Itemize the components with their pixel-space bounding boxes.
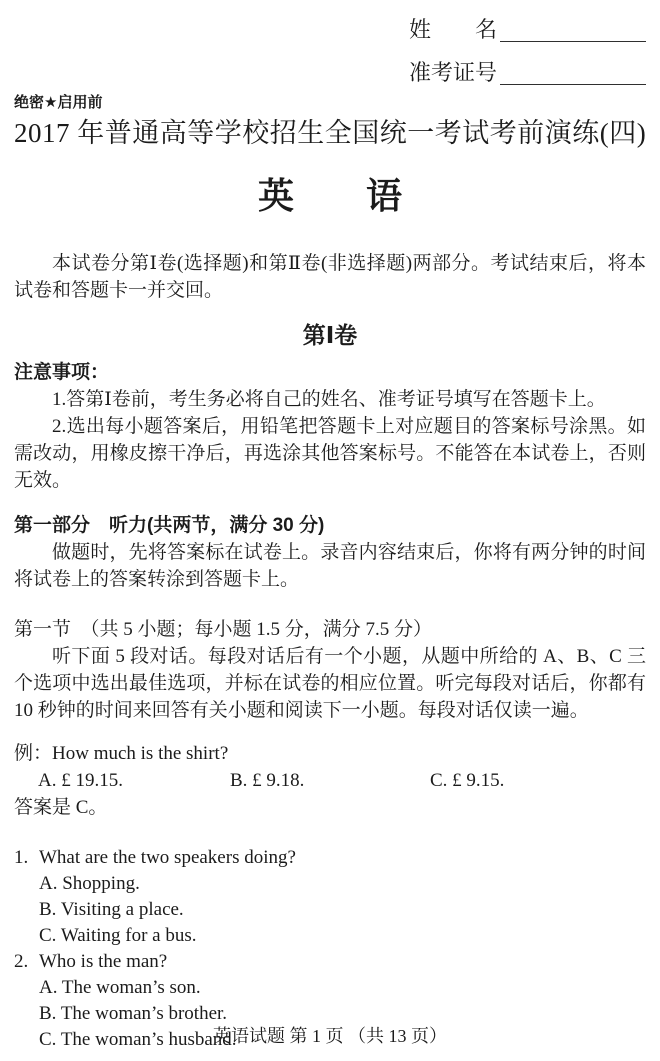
- name-fill-line: [500, 18, 646, 42]
- question-1-text-row: [14, 845, 646, 871]
- admission-label: 准考证号: [408, 59, 497, 85]
- question-2-number: 2.: [14, 951, 29, 972]
- listening-subsection-note: 听下面 5 段对话。每段对话后有一个小题，从题中所给的 A、B、C 三个选项中选出最佳选项，并标在试卷的相应位置。听完每段对话后，你都有 10 秒钟的时间来回答有关小题和阅读下一小题。每段对话仅读一遍。: [14, 646, 646, 721]
- paper-structure-note: 本试卷分第Ⅰ卷(选择题)和第Ⅱ卷(非选择题)两部分。考试结束后，将本试卷和答题卡一并交回。: [14, 253, 646, 301]
- question-1-number: 1.: [14, 847, 29, 868]
- question-1-option-a: A. Shopping.: [39, 873, 140, 894]
- example-options-row: [14, 767, 646, 794]
- example-option-a: A. £ 19.15.: [38, 770, 123, 791]
- question-2-option-b: B. The woman’s brother.: [39, 1003, 228, 1024]
- listening-section-heading: 第一部分 听力(共两节，满分 30 分): [14, 515, 325, 536]
- example-option-c: C. £ 9.15.: [430, 770, 505, 791]
- question-1-text: What are the two speakers doing?: [39, 847, 296, 868]
- notes-heading: 注意事项：: [14, 362, 110, 383]
- question-1-option-b: B. Visiting a place.: [39, 899, 184, 920]
- name-field-row: [14, 12, 646, 42]
- example-prompt: 例：How much is the shirt?: [14, 743, 229, 764]
- example-option-b: B. £ 9.18.: [230, 770, 305, 791]
- example-question-block: [14, 740, 646, 821]
- page-footer: 英语试题 第 1 页 （共 13 页）: [213, 1026, 447, 1046]
- volume-1-heading: 第Ⅰ卷: [302, 322, 358, 348]
- listening-subsection-heading: 第一节 （共 5 小题；每小题 1.5 分，满分 7.5 分）: [14, 619, 433, 640]
- listening-section-note: 做题时，先将答案标在试卷上。录音内容结束后，你将有两分钟的时间将试卷上的答案转涂到答题卡上。: [14, 542, 646, 590]
- question-2-option-a: A. The woman’s son.: [39, 977, 201, 998]
- question-1-option-c: C. Waiting for a bus.: [39, 925, 197, 946]
- question-2-text-row: [14, 949, 646, 975]
- note-item-1: 1.答第Ⅰ卷前，考生务必将自己的姓名、准考证号填写在答题卡上。: [52, 389, 606, 410]
- exam-title: 2017 年普通高等学校招生全国统一考试考前演练(四): [14, 118, 647, 148]
- admission-fill-line: [500, 61, 646, 85]
- question-1: [14, 845, 646, 949]
- admission-field-row: [14, 55, 646, 85]
- secret-notice: 绝密★启用前: [14, 94, 103, 111]
- example-answer-note: 答案是 C。: [14, 797, 108, 818]
- question-2-option-c: C. The woman’s husband.: [39, 1029, 237, 1050]
- subject-title: 英 语: [257, 175, 402, 216]
- note-item-2: 2.选出每小题答案后，用铅笔把答题卡上对应题目的答案标号涂黑。如需改动，用橡皮擦干净后，再选涂其他答案标号。不能答在本试卷上，否则无效。: [14, 416, 646, 491]
- question-2-text: Who is the man?: [39, 951, 168, 972]
- name-label: 姓 名: [408, 16, 497, 42]
